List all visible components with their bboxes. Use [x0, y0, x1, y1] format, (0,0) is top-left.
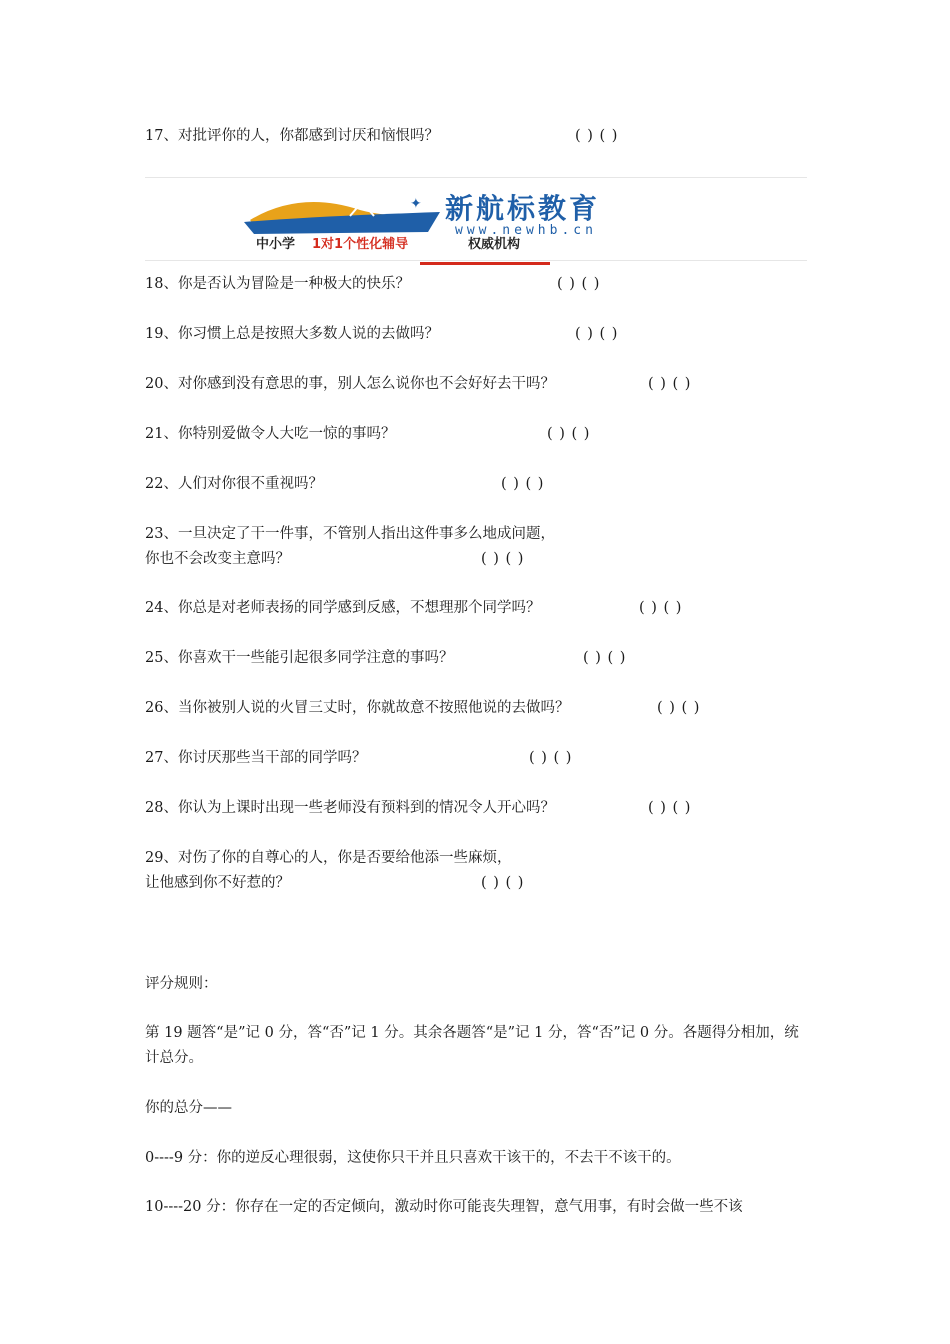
question-text: 28、你认为上课时出现一些老师没有预料到的情况令人开心吗？ [145, 800, 555, 816]
question-22 [145, 472, 545, 497]
question-text-continued: 你也不会改变主意吗？ [145, 551, 290, 567]
answer-brackets: ( ) ( ) [481, 551, 525, 567]
question-26 [145, 696, 701, 721]
answer-brackets: ( ) ( ) [575, 326, 619, 342]
question-text: 18、你是否认为冒险是一种极大的快乐？ [145, 276, 410, 292]
question-18 [145, 272, 601, 297]
question-27 [145, 746, 573, 771]
question-text: 29、对伤了你的自尊心的人，你是否要给他添一些麻烦， [145, 850, 512, 866]
question-text: 27、你讨厌那些当干部的同学吗？ [145, 750, 367, 766]
answer-brackets: ( ) ( ) [639, 600, 683, 616]
answer-brackets: ( ) ( ) [575, 128, 619, 144]
answer-brackets: ( ) ( ) [657, 700, 701, 716]
total-score-label: 你的总分—— [145, 1100, 232, 1116]
logo-tagline-a: 中小学 [256, 237, 296, 252]
question-29 [145, 846, 525, 896]
answer-brackets: ( ) ( ) [648, 376, 692, 392]
logo-brand-text: 新航标教育 [445, 192, 601, 225]
question-25 [145, 646, 627, 671]
score-range-low: 0----9 分：你的逆反心理很弱，这使你只干并且只喜欢干该干的，不去干不该干的。 [145, 1150, 681, 1166]
scoring-heading: 评分规则： [145, 976, 218, 992]
score-range-mid: 10----20 分：你存在一定的否定倾向，激动时你可能丧失理智，意气用事，有时会做一些不该 [145, 1199, 743, 1215]
question-text: 25、你喜欢干一些能引起很多同学注意的事吗？ [145, 650, 454, 666]
question-text: 21、你特别爱做令人大吃一惊的事吗？ [145, 426, 396, 442]
question-text: 22、人们对你很不重视吗？ [145, 476, 323, 492]
question-text: 17、对批评你的人，你都感到讨厌和恼恨吗？ [145, 128, 439, 144]
answer-brackets: ( ) ( ) [529, 750, 573, 766]
question-23 [145, 522, 555, 572]
question-text-continued: 让他感到你不好惹的？ [145, 875, 290, 891]
question-text: 24、你总是对老师表扬的同学感到反感，不想理那个同学吗？ [145, 600, 541, 616]
answer-brackets: ( ) ( ) [501, 476, 545, 492]
question-text: 23、一旦决定了干一件事，不管别人指出这件事多么地成问题， [145, 526, 555, 542]
question-text: 26、当你被别人说的火冒三丈时，你就故意不按照他说的去做吗？ [145, 700, 570, 716]
company-logo [240, 190, 780, 254]
scoring-rule: 第 19 题答“是”记 0 分，答“否”记 1 分。其余各题答“是”记 1 分，答“否”记 0 分。各题得分相加，统计总分。 [145, 1025, 799, 1066]
logo-tagline-b: 1对1个性化辅导 [312, 237, 409, 252]
question-19 [145, 322, 619, 347]
question-text: 19、你习惯上总是按照大多数人说的去做吗？ [145, 326, 439, 342]
answer-brackets: ( ) ( ) [481, 875, 525, 891]
header-rule-top [145, 177, 807, 178]
logo-tagline-c: 权威机构 [468, 237, 521, 252]
answer-brackets: ( ) ( ) [583, 650, 627, 666]
question-21 [145, 422, 591, 447]
answer-brackets: ( ) ( ) [648, 800, 692, 816]
svg-text:✦: ✦ [410, 196, 422, 212]
question-20 [145, 372, 692, 397]
question-28 [145, 796, 692, 821]
logo-graphic [240, 190, 780, 254]
logo-url-text: www.newhb.cn [455, 223, 597, 238]
question-text: 20、对你感到没有意思的事，别人怎么说你也不会好好去干吗？ [145, 376, 555, 392]
question-17 [145, 124, 619, 149]
logo-red-bar [420, 262, 550, 265]
answer-brackets: ( ) ( ) [547, 426, 591, 442]
header-rule-bottom [145, 260, 807, 261]
question-24 [145, 596, 683, 621]
answer-brackets: ( ) ( ) [557, 276, 601, 292]
